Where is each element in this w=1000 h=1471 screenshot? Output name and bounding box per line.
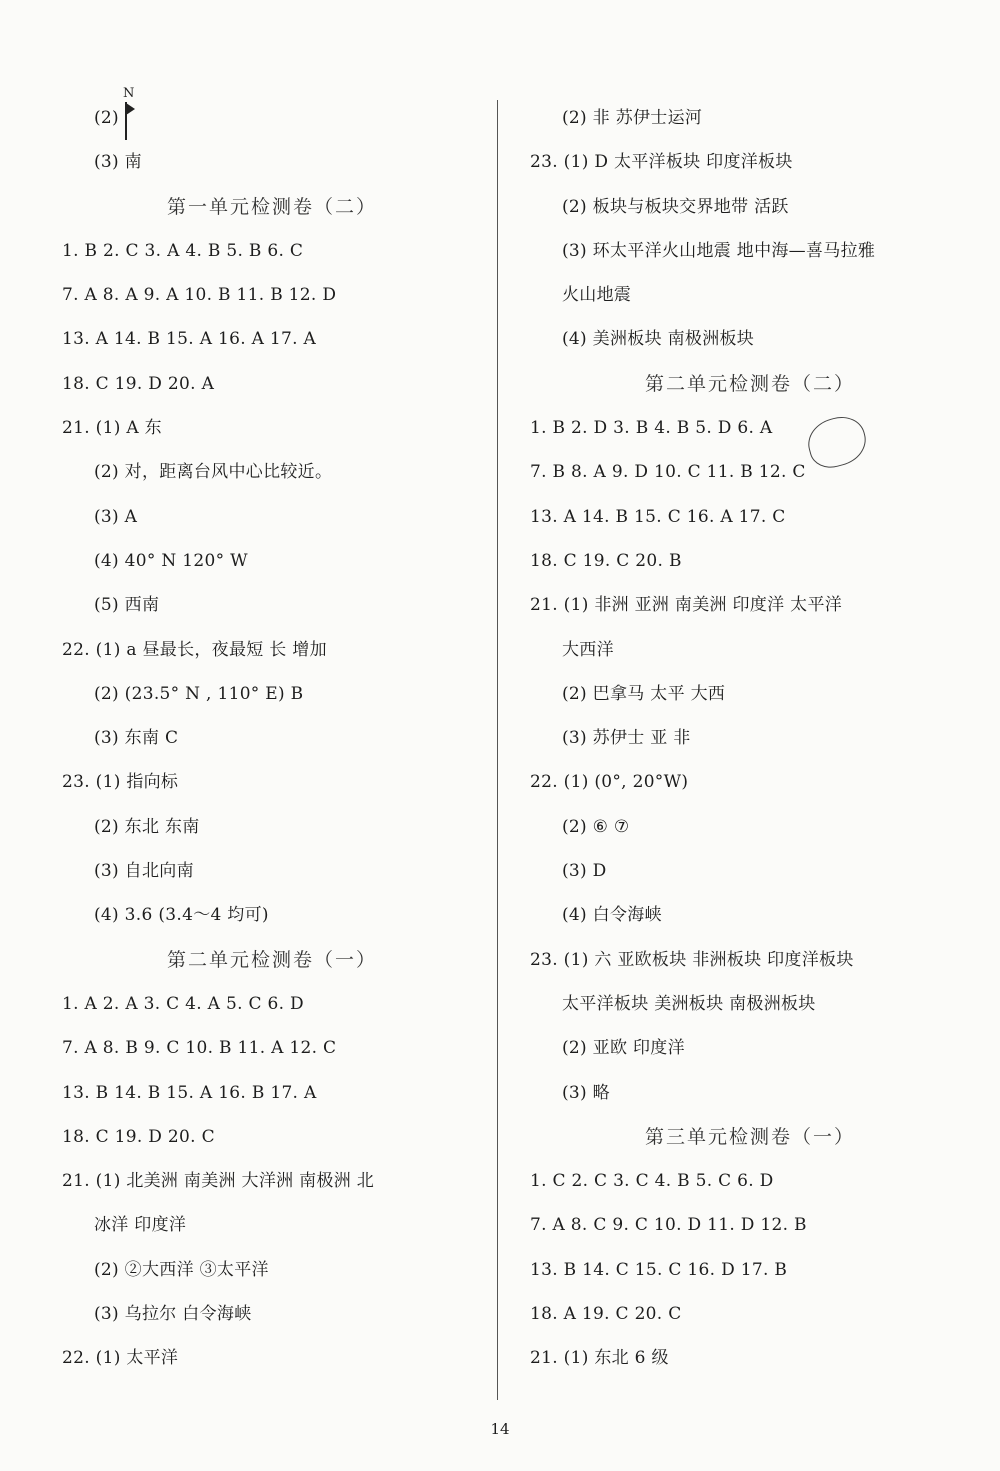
answer-line: (3) 略 [562,1082,610,1103]
answer-line: (2) 亚欧 印度洋 [562,1038,685,1059]
answer-line: (2) 对，距离台风中心比较近。 [94,462,333,483]
answer-line: 火山地震 [562,285,632,306]
answer-line: 7. B 8. A 9. D 10. C 11. B 12. C [530,462,806,483]
answer-line: 13. B 14. C 15. C 16. D 17. B [530,1259,788,1280]
column-divider [497,100,498,1400]
answer-line: (3) 自北向南 [94,861,194,882]
answer-line: 22. (1) 太平洋 [62,1348,179,1369]
section-title: 第二单元检测卷（一） [166,948,377,971]
answer-line: 21. (1) 非洲 亚洲 南美洲 印度洋 太平洋 [530,595,843,616]
answer-line: (4) 美洲板块 南极洲板块 [562,329,755,350]
answer-line: 1. B 2. D 3. B 4. B 5. D 6. A [530,418,773,439]
answer-line: 18. C 19. C 20. B [530,550,682,571]
answer-line: 大西洋 [562,639,614,660]
answer-line: 1. A 2. A 3. C 4. A 5. C 6. D [62,993,304,1014]
answer-line: (4) 40° N 120° W [94,550,248,571]
answer-line: (3) 东南 C [94,728,179,749]
section-title: 第二单元检测卷（二） [644,372,855,395]
answer-line: 18. A 19. C 20. C [530,1304,682,1325]
answer-line: 18. C 19. D 20. A [62,373,215,394]
answer-line: 1. C 2. C 3. C 4. B 5. C 6. D [530,1171,774,1192]
answer-line: 21. (1) 北美洲 南美洲 大洋洲 南极洲 北 [62,1171,375,1192]
answer-line: (3) 南 [94,152,142,173]
answer-line: (2) (23.5° N , 110° E) B [94,683,304,704]
answer-line: (4) 3.6 (3.4～4 均可) [94,905,269,926]
left-column [62,85,482,1381]
answer-line: 7. A 8. A 9. A 10. B 11. B 12. D [62,285,337,306]
answer-line: 1. B 2. C 3. A 4. B 5. B 6. C [62,240,304,261]
answer-line: (2) ②大西洋 ③太平洋 [94,1259,269,1280]
page-number: 14 [490,1420,510,1438]
answer-line: 13. A 14. B 15. C 16. A 17. C [530,506,786,527]
answer-line: (2) ⑥ ⑦ [562,816,630,837]
answer-line: 太平洋板块 美洲板块 南极洲板块 [562,993,816,1014]
answer-line: 23. (1) 指向标 [62,772,179,793]
answer-line: (2) 东北 东南 [94,816,200,837]
answer-line: 18. C 19. D 20. C [62,1126,215,1147]
answer-line: (3) D [562,861,607,882]
section-title: 第三单元检测卷（一） [644,1125,855,1148]
answer-line: 7. A 8. C 9. C 10. D 11. D 12. B [530,1215,807,1236]
answer-line: 21. (1) 东北 6 级 [530,1348,669,1369]
answer-line: (3) A [94,506,138,527]
answer-line: 21. (1) A 东 [62,418,162,439]
answer-line: (3) 乌拉尔 白令海峡 [94,1304,252,1325]
answer-line: 13. B 14. B 15. A 16. B 17. A [62,1082,317,1103]
answer-line: 冰洋 印度洋 [94,1215,187,1236]
answer-line: 23. (1) 六 亚欧板块 非洲板块 印度洋板块 [530,949,854,970]
north-label: N [122,85,135,101]
answer-line: (5) 西南 [94,595,160,616]
answer-line: (3) 苏伊士 亚 非 [562,728,691,749]
answer-line: (2) 板块与板块交界地带 活跃 [562,196,789,217]
answer-line: (4) 白令海峡 [562,905,662,926]
answer-line: 22. (1) a 昼最长，夜最短 长 增加 [62,639,327,660]
answer-line: 22. (1) (0°, 20°W) [530,772,689,793]
answer-line: (3) 环太平洋火山地震 地中海—喜马拉雅 [562,240,876,261]
answer-line: 23. (1) D 太平洋板块 印度洋板块 [530,152,793,173]
answer-line: (2) 巴拿马 太平 大西 [562,683,726,704]
north-arrow-icon [122,85,141,139]
section-title: 第一单元检测卷（二） [166,195,377,218]
answer-line: (2) N [62,96,482,140]
answer-line: 13. A 14. B 15. A 16. A 17. A [62,329,317,350]
answer-line: (2) 非 苏伊士运河 [562,108,703,128]
answer-line: 7. A 8. B 9. C 10. B 11. A 12. C [62,1038,337,1059]
right-column [530,96,970,1381]
